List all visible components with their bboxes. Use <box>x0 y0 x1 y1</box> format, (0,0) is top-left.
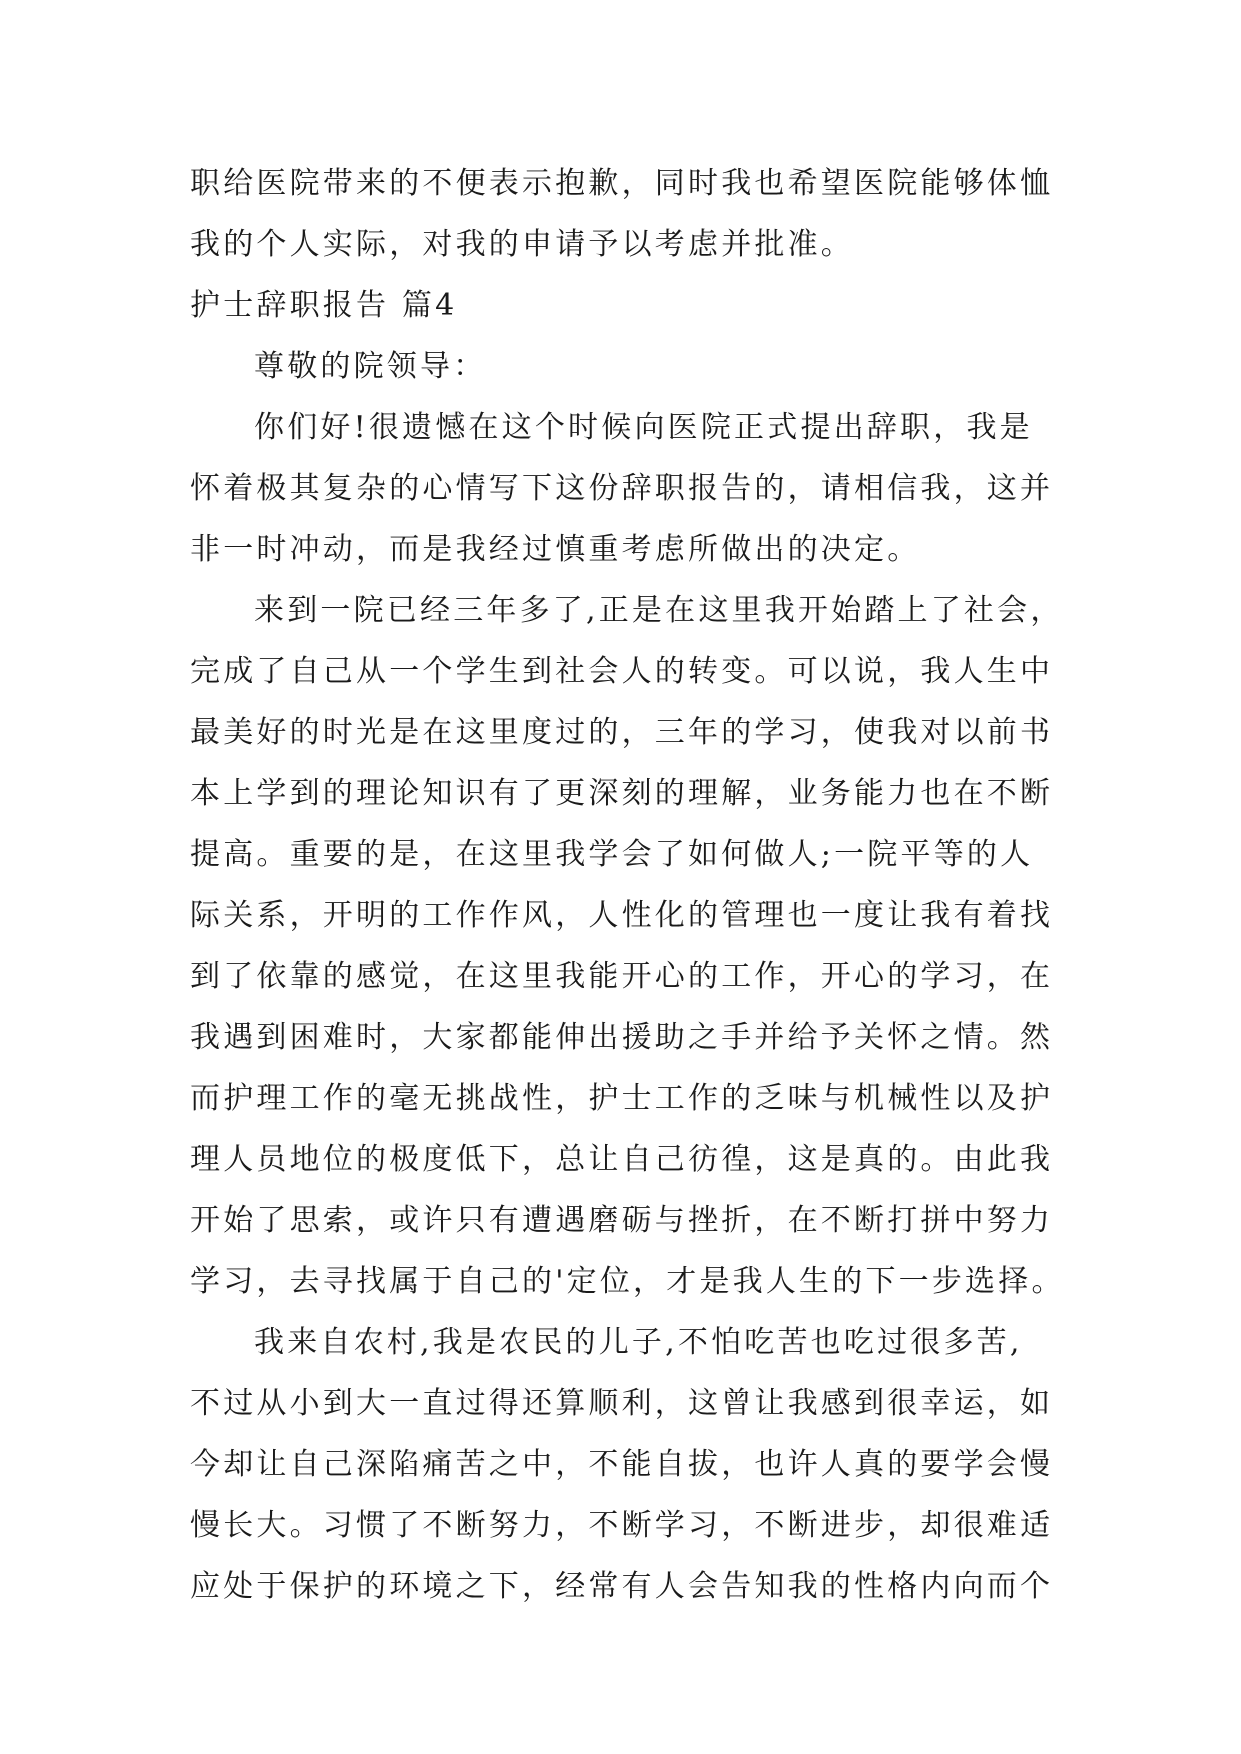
salutation: 尊敬的院领导： <box>254 349 487 384</box>
text-line: 我遇到困难时，大家都能伸出援助之手并给予关怀之情。然 <box>190 1020 1054 1055</box>
text-line: 应处于保护的环境之下，经常有人会告知我的性格内向而个 <box>190 1569 1054 1604</box>
text-line: 我的个人实际，对我的申请予以考虑并批准。 <box>190 227 854 262</box>
text-line: 今却让自己深陷痛苦之中，不能自拔，也许人真的要学会慢 <box>190 1447 1054 1482</box>
document-page <box>190 153 1065 1617</box>
text-line: 本上学到的理论知识有了更深刻的理解，业务能力也在不断 <box>190 776 1054 811</box>
text-line: 职给医院带来的不便表示抱歉，同时我也希望医院能够体恤 <box>190 166 1054 201</box>
text-line: 你们好!很遗憾在这个时候向医院正式提出辞职，我是 <box>254 410 1033 445</box>
text-line: 不过从小到大一直过得还算顺利，这曾让我感到很幸运，如 <box>190 1386 1054 1421</box>
text-line: 际关系，开明的工作作风，人性化的管理也一度让我有着找 <box>190 898 1054 933</box>
text-line: 到了依靠的感觉，在这里我能开心的工作，开心的学习，在 <box>190 959 1054 994</box>
section-heading: 护士辞职报告 篇4 <box>190 288 458 323</box>
text-line: 开始了思索，或许只有遭遇磨砺与挫折，在不断打拼中努力 <box>190 1203 1054 1238</box>
text-line: 怀着极其复杂的心情写下这份辞职报告的，请相信我，这并 <box>190 471 1054 506</box>
text-line: 完成了自己从一个学生到社会人的转变。可以说，我人生中 <box>190 654 1054 689</box>
text-line: 而护理工作的毫无挑战性，护士工作的乏味与机械性以及护 <box>190 1081 1054 1116</box>
text-line: 慢长大。习惯了不断努力，不断学习，不断进步，却很难适 <box>190 1508 1054 1543</box>
text-line: 来到一院已经三年多了,正是在这里我开始踏上了社会， <box>254 593 1064 628</box>
text-line: 我来自农村,我是农民的儿子,不怕吃苦也吃过很多苦, <box>254 1325 1023 1360</box>
text-line: 非一时冲动，而是我经过慎重考虑所做出的决定。 <box>190 532 921 567</box>
text-line: 理人员地位的极度低下，总让自己彷徨，这是真的。由此我 <box>190 1142 1054 1177</box>
text-line: 提高。重要的是，在这里我学会了如何做人;一院平等的人 <box>190 837 1034 872</box>
text-line: 学习，去寻找属于自己的'定位，才是我人生的下一步选择。 <box>190 1264 1065 1299</box>
text-line: 最美好的时光是在这里度过的，三年的学习，使我对以前书 <box>190 715 1054 750</box>
